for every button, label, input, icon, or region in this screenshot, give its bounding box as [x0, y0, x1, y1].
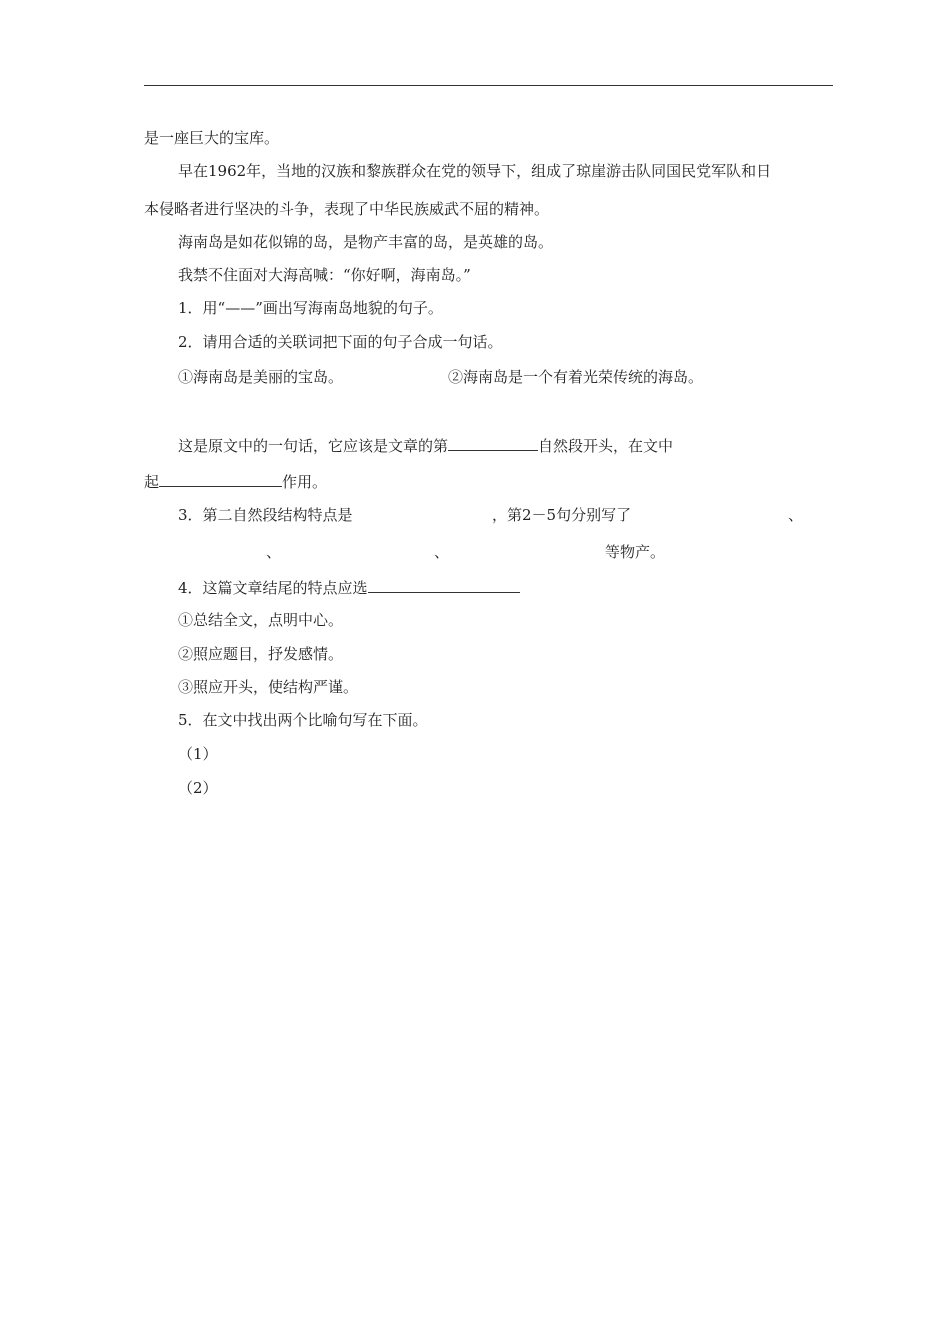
answer-blank[interactable]: [159, 470, 282, 487]
answer-blank[interactable]: [448, 434, 538, 451]
question-3-end: 等物产。: [605, 543, 666, 561]
question-2-fill-text: 自然段开头，在文中: [538, 437, 674, 455]
answer-blank[interactable]: [368, 576, 520, 593]
question-2: 2．请用合适的关联词把下面的句子合成一句话。: [178, 333, 503, 351]
question-3-text: 3．第二自然段结构特点是: [178, 506, 353, 524]
header-rule: [144, 85, 833, 86]
question-3-separator: 、: [434, 543, 450, 561]
paragraph-line: 海南岛是如花似锦的岛，是物产丰富的岛，是英雄的岛。: [178, 233, 554, 251]
question-1: 1．用“——”画出写海南岛地貌的句子。: [178, 299, 443, 317]
question-2-sentence-a: ①海南岛是美丽的宝岛。: [178, 368, 344, 386]
question-3-separator: 、: [266, 543, 282, 561]
question-2-fill-line-2: [144, 470, 327, 492]
question-4-option-3: ③照应开头，使结构严谨。: [178, 678, 359, 696]
paragraph-line: 我禁不住面对大海高喊：“你好啊，海南岛。”: [178, 266, 471, 284]
paragraph-line: 早在1962年，当地的汉族和黎族群众在党的领导下，组成了琼崖游击队同国民党军队和日: [178, 162, 772, 180]
question-3-text: ，第2－5句分别写了: [492, 506, 632, 524]
question-4: [178, 576, 520, 598]
question-2-sentence-b: ②海南岛是一个有着光荣传统的海岛。: [448, 368, 704, 386]
question-3-separator: 、: [788, 506, 804, 524]
question-2-fill-text: 起: [144, 473, 160, 491]
question-5: 5．在文中找出两个比喻句写在下面。: [178, 711, 428, 729]
question-5-answer-1: （1）: [178, 745, 218, 763]
question-4-option-1: ①总结全文，点明中心。: [178, 611, 344, 629]
question-4-text: 4．这篇文章结尾的特点应选: [178, 579, 368, 597]
question-2-fill-text: 这是原文中的一句话，它应该是文章的第: [178, 437, 449, 455]
paragraph-line: 是一座巨大的宝库。: [144, 129, 280, 147]
question-2-fill-line-1: [178, 434, 673, 456]
question-2-fill-text: 作用。: [282, 473, 328, 491]
paragraph-line: 本侵略者进行坚决的斗争，表现了中华民族威武不屈的精神。: [144, 200, 550, 218]
question-5-answer-2: （2）: [178, 779, 218, 797]
question-4-option-2: ②照应题目，抒发感情。: [178, 645, 344, 663]
